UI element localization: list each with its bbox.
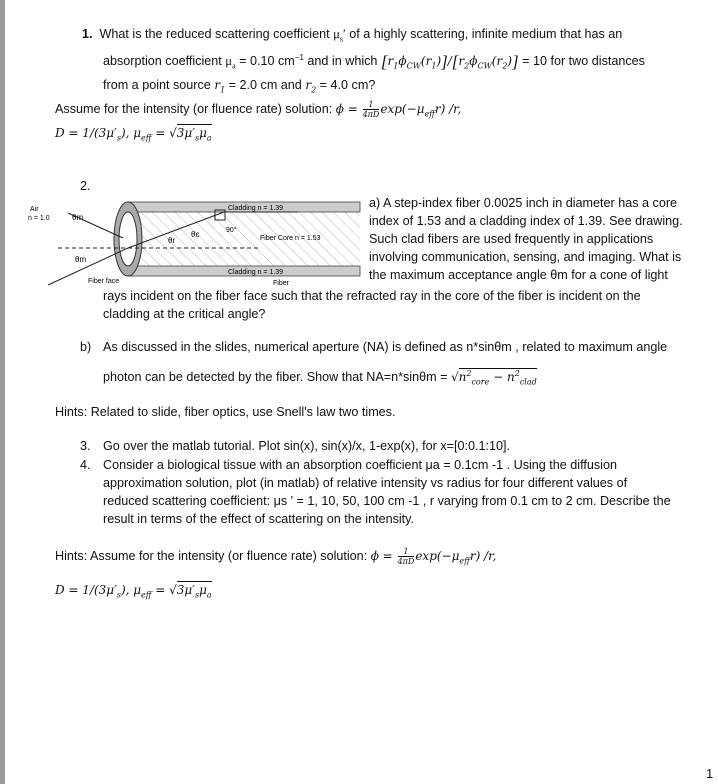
text: = 4.0 cm?	[319, 78, 376, 92]
q3-text: Go over the matlab tutorial. Plot sin(x), sin(x)/x, 1-exp(x), for x=[0:0.1:10].	[103, 439, 511, 453]
q1-line-1	[82, 26, 622, 48]
text: absorption coefficient	[103, 54, 222, 69]
q1-number: 1.	[82, 27, 93, 41]
q2b-line-2	[103, 366, 537, 390]
label-theta-m: θm	[72, 213, 84, 222]
q2a-line: the maximum acceptance angle θm for a cone of light	[369, 268, 668, 282]
label-theta-c: θc	[191, 230, 200, 239]
label-n-air: n = 1.0	[28, 215, 50, 222]
q2a-line: rays incident on the fiber face such that the refracted ray in the core of the fiber is incident on the	[103, 289, 641, 303]
label-fiber: Fiber	[273, 280, 289, 287]
text: from a point source	[103, 78, 211, 92]
label-theta-m-lower: θm	[75, 255, 87, 264]
q2a-line: a) A step-index fiber 0.0025 inch in diameter has a core	[369, 196, 678, 210]
fiber-diagram	[28, 190, 368, 290]
text: Hints: Assume for the intensity (or fluence rate) solution:	[55, 549, 368, 563]
hints-2	[55, 547, 496, 569]
text: = 10 for two distances	[522, 54, 645, 69]
q4-line: reduced scattering coefficient: μs ' = 1, 10, 50, 100 cm -1 , r varying from 0.1 cm to 2 cm. Describe the	[103, 494, 671, 508]
q1-line-3: from a point source $r_1 = 2.0$ cm and $r_2 = 4.0$ cm?	[103, 78, 376, 95]
text: = 2.0 cm and	[228, 78, 302, 92]
q1-assume	[55, 100, 461, 122]
q4-line: Consider a biological tissue with an absorption coefficient μa = 0.1cm -1 . Using the diffusion	[103, 458, 617, 472]
q3-number: 3.	[80, 439, 91, 453]
q4-number: 4.	[80, 458, 91, 472]
page-edge	[0, 0, 5, 784]
q2b-label: b)	[80, 340, 92, 354]
mu-a: $\mu_a$	[225, 54, 236, 71]
d-formula-2: $D = 1/(3\mu'_s)$, $\mu_{eff} = √3\mu'_s\mu_a$	[55, 583, 212, 600]
q4-line: approximation solution, plot (in matlab) of relative intensity vs radius for four different values of	[103, 476, 628, 490]
q2a-line: cladding at the critical angle?	[103, 307, 266, 321]
q2a-line: Such clad fibers are used frequently in applications	[369, 232, 654, 246]
label-cladding-top: Cladding n = 1.39	[228, 205, 284, 212]
label-cladding-bottom: Cladding n = 1.39	[228, 269, 284, 276]
phi-formula-2: ϕ = $\frac{1}{4\pi D}$ $\exp(-\mu_{eff}r)$ /r,	[370, 547, 497, 566]
q2a-line: involving communication, sensing, and imaging. What is	[369, 250, 682, 264]
label-air: Air	[30, 206, 39, 213]
text: Assume for the intensity (or fluence rate) solution:	[55, 102, 333, 116]
text: photon can be detected by the fiber. Show that NA=n*sinθm =	[103, 370, 448, 384]
q2b-line: As discussed in the slides, numerical aperture (NA) is defined as n*sinθm , related to maximum angle	[103, 340, 668, 354]
text: and in which	[307, 54, 378, 69]
phi-formula: ϕ = $\frac{1}{4\pi D}$ $\exp(-\mu_{eff}r)$ /r,	[335, 100, 462, 119]
text: of a highly scattering, infinite medium that has an	[349, 27, 623, 41]
label-theta-r: θr	[168, 236, 176, 245]
label-90: 90°	[226, 227, 237, 234]
label-core: Fiber Core n = 1.53	[260, 235, 321, 242]
label-fiber-face: Fiber face	[88, 278, 120, 285]
q1-line-2	[103, 50, 645, 75]
text: −1	[294, 53, 304, 62]
d-formula: $D = 1/(3\mu'_s)$, $\mu_{eff} = √3\mu'_s\mu_a$	[55, 126, 212, 143]
q2a-line: index of 1.53 and a cladding index of 1.39. See drawing.	[369, 214, 683, 228]
q4-line: result in terms of the effect of scattering on the intensity.	[103, 512, 415, 526]
ratio-formula: $[r_1\phi_{CW}(r_1)]/[r_2\phi_{CW}(r_2)]$	[380, 52, 519, 72]
text: What is the reduced scattering coefficient	[99, 27, 330, 41]
text: = 0.10 cm	[239, 54, 295, 69]
mu-s-prime: $\mu_s'$	[333, 27, 346, 44]
page-number: 1	[706, 766, 714, 781]
q2-number: 2.	[80, 179, 91, 193]
q2-hints: Hints: Related to slide, fiber optics, use Snell's law two times.	[55, 405, 396, 419]
na-formula: $√n^2_{core} - n^2_{clad}$	[450, 369, 537, 387]
